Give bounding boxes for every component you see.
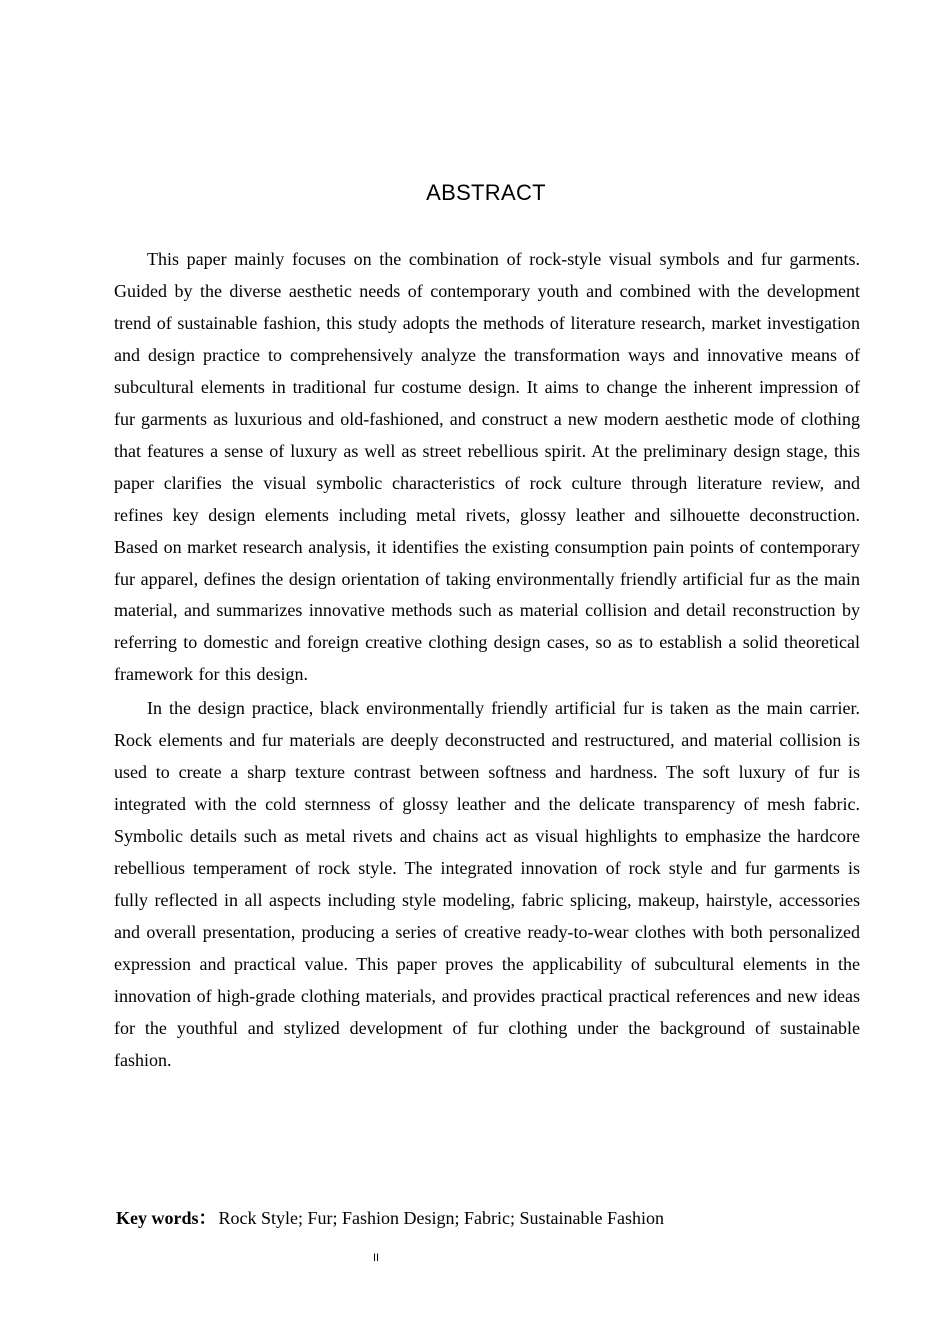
abstract-body <box>114 244 860 1079</box>
keywords-line <box>116 1205 664 1231</box>
page-title: ABSTRACT <box>426 180 546 205</box>
keywords-separator: ： <box>198 1208 217 1228</box>
keywords-label: Key words <box>116 1208 199 1228</box>
abstract-paragraph-1: This paper mainly focuses on the combination of rock-style visual symbols and fur garments. Guided by the diverse aesthetic needs of contemporary youth and combined with the development trend of sustainable fashion, this study adopts the methods of literature research, market investigation and design practice to comprehensively analyze the transformation ways and innovative means of subcultural elements in traditional fur costume design. It aims to change the inherent impression of fur garments as luxurious and old-fashioned, and construct a new modern aesthetic mode of clothing that features a sense of luxury as well as street rebellious spirit. At the preliminary design stage, this paper clarifies the visual symbolic characteristics of rock culture through literature review, and refines key design elements including metal rivets, glossy leather and silhouette deconstruction. Based on market research analysis, it identifies the existing consumption pain points of contemporary fur apparel, defines the design orientation of taking environmentally friendly artificial fur as the main material, and summarizes innovative methods such as material collision and detail reconstruction by referring to domestic and foreign creative clothing design cases, so as to establish a solid theoretical framework for this design. <box>114 249 860 685</box>
page-number: II <box>372 1252 380 1264</box>
keywords-value: Rock Style; Fur; Fashion Design; Fabric; Sustainable Fashion <box>218 1208 664 1228</box>
abstract-paragraph-2: In the design practice, black environmentally friendly artificial fur is taken as the main carrier. Rock elements and fur materials are deeply deconstructed and restructured, and material collision is used to create a sharp texture contrast between softness and hardness. The soft luxury of fur is integrated with the cold sternness of glossy leather and the delicate transparency of mesh fabric. Symbolic details such as metal rivets and chains act as visual highlights to emphasize the hardcore rebellious temperament of rock style. The integrated innovation of rock style and fur garments is fully reflected in all aspects including style modeling, fabric splicing, makeup, hairstyle, accessories and overall presentation, producing a series of creative ready-to-wear clothes with both personalized expression and practical value. This paper proves the applicability of subcultural elements in the innovation of high-grade clothing materials, and provides practical practical references and new ideas for the youthful and stylized development of fur clothing under the background of sustainable fashion. <box>114 698 860 1070</box>
